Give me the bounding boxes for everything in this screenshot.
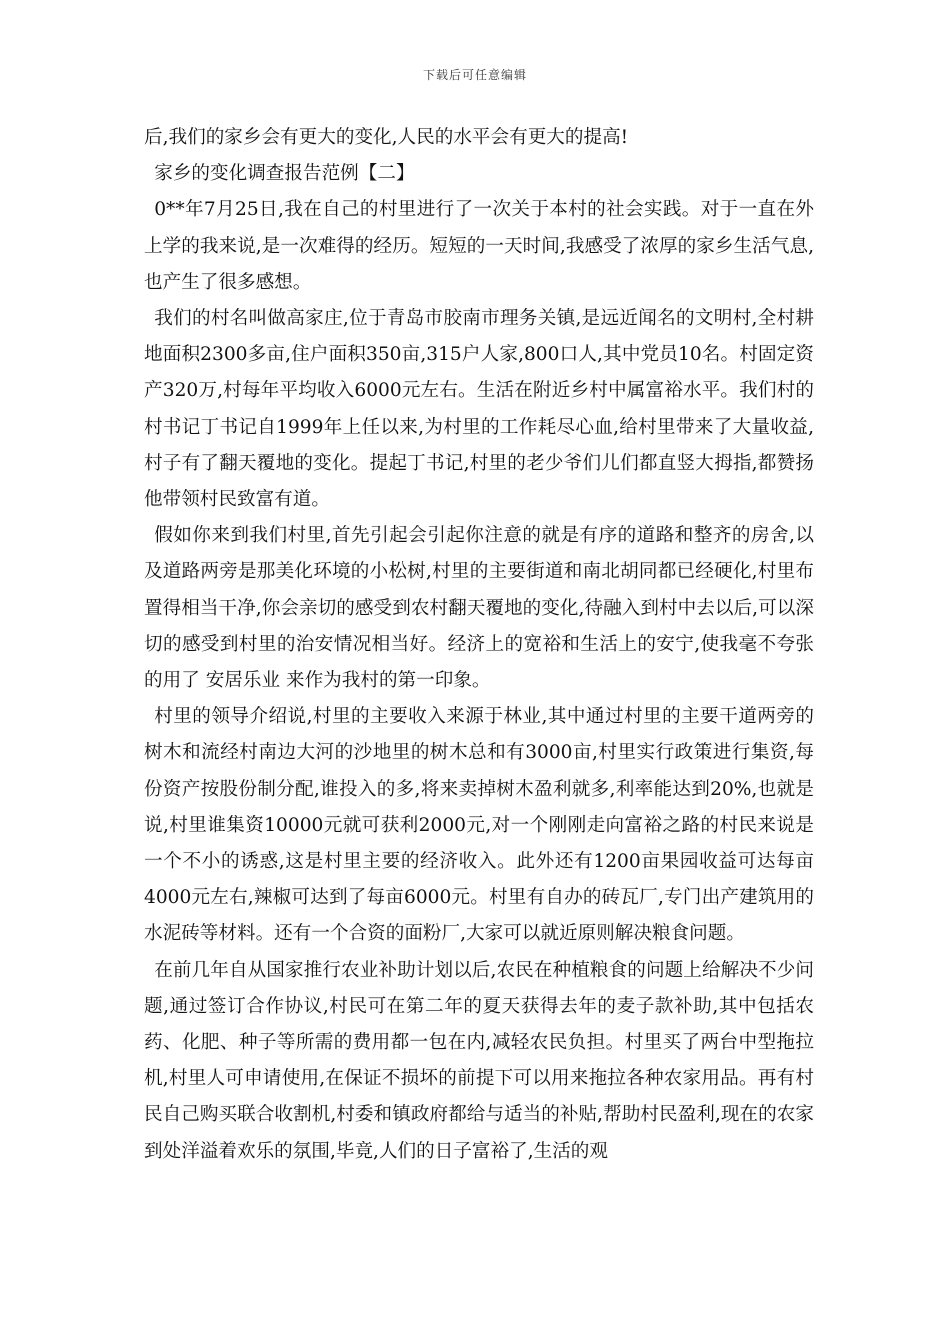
paragraph: 假如你来到我们村里,首先引起会引起你注意的就是有序的道路和整齐的房舍,以及道路两旁是那美化环境的小松树,村里的主要街道和南北胡同都已经硬化,村里布置得相当干净,你会亲切的感受到农村翻天覆地的变化,待融入到村中去以后,可以深切的感受到村里的治安情况相当好。经济上的宽裕和生活上的安宁,使我毫不夸张的用了 安居乐业 来作为我村的第一印象。: [144, 525, 814, 692]
paragraph-continuation: 后,我们的家乡会有更大的变化,人民的水平会有更大的提高!: [144, 127, 629, 148]
paragraph: 0**年7月25日,我在自己的村里进行了一次关于本村的社会实践。对于一直在外上学的我来说,是一次难得的经历。短短的一天时间,我感受了浓厚的家乡生活气息,也产生了很多感想。: [144, 199, 814, 293]
page-header: 下载后可任意编辑: [422, 68, 527, 82]
document-body: [144, 120, 814, 1170]
paragraph: 我们的村名叫做高家庄,位于青岛市胶南市理务关镇,是远近闻名的文明村,全村耕地面积2300多亩,住户面积350亩,315户人家,800口人,其中党员10名。村固定资产320万,村每年平均收入6000元左右。生活在附近乡村中属富裕水平。我们村的村书记丁书记自1999年上任以来,为村里的工作耗尽心血,给村里带来了大量收益,村子有了翻天覆地的变化。提起丁书记,村里的老少爷们儿们都直竖大拇指,都赞扬他带领村民致富有道。: [144, 308, 814, 511]
paragraph: 村里的领导介绍说,村里的主要收入来源于林业,其中通过村里的主要干道两旁的树木和流经村南边大河的沙地里的树木总和有3000亩,村里实行政策进行集资,每份资产按股份制分配,谁投入的多,将来卖掉树木盈利就多,利率能达到20%,也就是说,村里谁集资10000元就可获利2000元,对一个刚刚走向富裕之路的村民来说是一个不小的诱惑,这是村里主要的经济收入。此外还有1200亩果园收益可达每亩4000元左右,辣椒可达到了每亩6000元。村里有自办的砖瓦厂,专门出产建筑用的水泥砖等材料。还有一个合资的面粉厂,大家可以就近原则解决粮食问题。: [144, 706, 814, 945]
paragraph: 在前几年自从国家推行农业补助计划以后,农民在种植粮食的问题上给解决不少问题,通过签订合作协议,村民可在第二年的夏天获得去年的麦子款补助,其中包括农药、化肥、种子等所需的费用都一包在内,减轻农民负担。村里买了两台中型拖拉机,村里人可申请使用,在保证不损坏的前提下可以用来拖拉各种农家用品。再有村民自己购买联合收割机,村委和镇政府都给与适当的补贴,帮助村民盈利,现在的农家到处洋溢着欢乐的氛围,毕竟,人们的日子富裕了,生活的观: [144, 959, 814, 1162]
section-heading: 家乡的变化调查报告范例【二】: [154, 163, 415, 185]
